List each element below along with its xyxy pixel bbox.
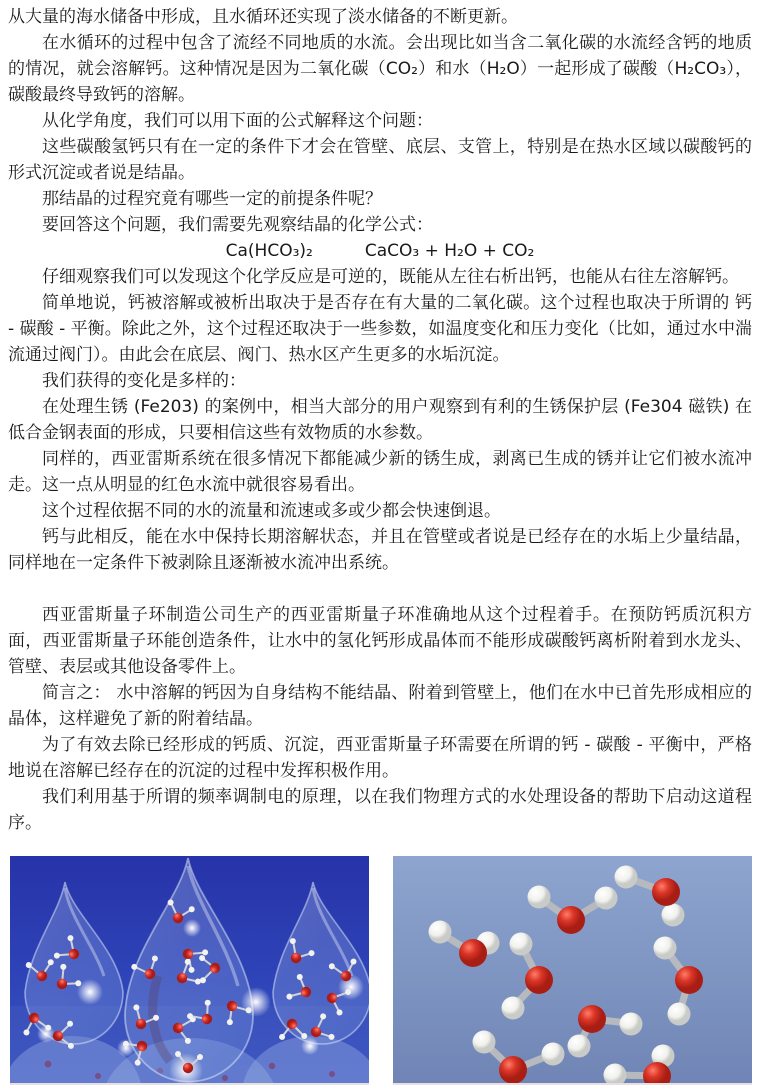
paragraph: 西亚雷斯量子环制造公司生产的西亚雷斯量子环准确地从这个过程着手。在预防钙质沉积方面，西亚雷斯量子环能创造条件，让水中的氢化钙形成晶体而不能形成碳酸钙离析附着到水龙头、管壁、表层或其他设备零件上。 — [8, 605, 752, 677]
paragraph: 这些碳酸氢钙只有在一定的条件下才会在管壁、底层、支管上，特别是在热水区域以碳酸钙的形式沉淀或者说是结晶。 — [8, 137, 752, 183]
paragraph: 这个过程依据不同的水的流量和流速或多或少都会快速倒退。 — [42, 501, 501, 521]
paragraph: 我们获得的变化是多样的： — [42, 371, 246, 391]
paragraph: 我们利用基于所谓的频率调制电的原理，以在我们物理方式的水处理设备的帮助下启动这道程序。 — [8, 787, 752, 833]
article-text — [8, 4, 752, 836]
formula-products: CaCO₃ + H₂O + CO₂ — [364, 241, 535, 261]
paragraph: 仔细观察我们可以发现这个化学反应是可逆的，既能从左往右析出钙，也能从右往左溶解钙。 — [42, 267, 739, 287]
paragraph: 那结晶的过程究竟有哪些一定的前提条件呢？ — [42, 189, 382, 209]
paragraph: 同样的，西亚雷斯系统在很多情况下都能减少新的锈生成，剥离已生成的锈并让它们被水流冲走。这一点从明显的红色水流中就很容易看出。 — [8, 449, 752, 495]
paragraph: 在水循环的过程中包含了流经不同地质的水流。会出现比如当含二氧化碳的水流经含钙的地质的情况，就会溶解钙。这种情况是因为二氧化碳（CO₂）和水（H₂O）一起形成了碳酸（H₂CO₃），碳酸最终导致钙的溶解。 — [8, 33, 752, 105]
paragraph: 从大量的海水储备中形成，且水循环还实现了淡水储备的不断更新。 — [8, 7, 518, 27]
paragraph: 在处理生锈 (Fe203) 的案例中，相当大部分的用户观察到有利的生锈保护层 (Fe304 磁铁) 在低合金钢表面的形成，只要相信这些有效物质的水参数。 — [8, 397, 752, 443]
paragraph: 为了有效去除已经形成的钙质、沉淀，西亚雷斯量子环需要在所谓的钙 - 碳酸 - 平衡中，严格地说在溶解已经存在的沉淀的过程中发挥积极作用。 — [8, 735, 752, 781]
paragraph: 简单地说，钙被溶解或被析出取决于是否存在有大量的二氧化碳。这个过程也取决于所谓的 钙 - 碳酸 - 平衡。除此之外，这个过程还取决于一些参数，如温度变化和压力变化（比如，通过水中湍流通过阀门）。由此会在底层、阀门、热水区产生更多的水垢沉淀。 — [8, 293, 752, 365]
paragraph: 要回答这个问题，我们需要先观察结晶的化学公式： — [42, 215, 433, 235]
water-molecules-image — [393, 856, 752, 1083]
figure-row — [8, 856, 752, 1085]
paragraph: 从化学角度，我们可以用下面的公式解释这个问题： — [42, 111, 433, 131]
chemical-formula — [8, 238, 752, 264]
water-droplets-image — [10, 856, 369, 1083]
figure-water-molecules — [393, 856, 752, 1085]
formula-reactant: Ca(HCO₃)₂ — [225, 241, 313, 261]
figure-water-droplets — [10, 856, 369, 1085]
paragraph: 简言之： 水中溶解的钙因为自身结构不能结晶、附着到管壁上，他们在水中已首先形成相应的晶体，这样避免了新的附着结晶。 — [8, 683, 752, 729]
paragraph: 钙与此相反，能在水中保持长期溶解状态，并且在管壁或者说是已经存在的水垢上少量结晶，同样地在一定条件下被剥除且逐渐被水流冲出系统。 — [8, 527, 752, 573]
